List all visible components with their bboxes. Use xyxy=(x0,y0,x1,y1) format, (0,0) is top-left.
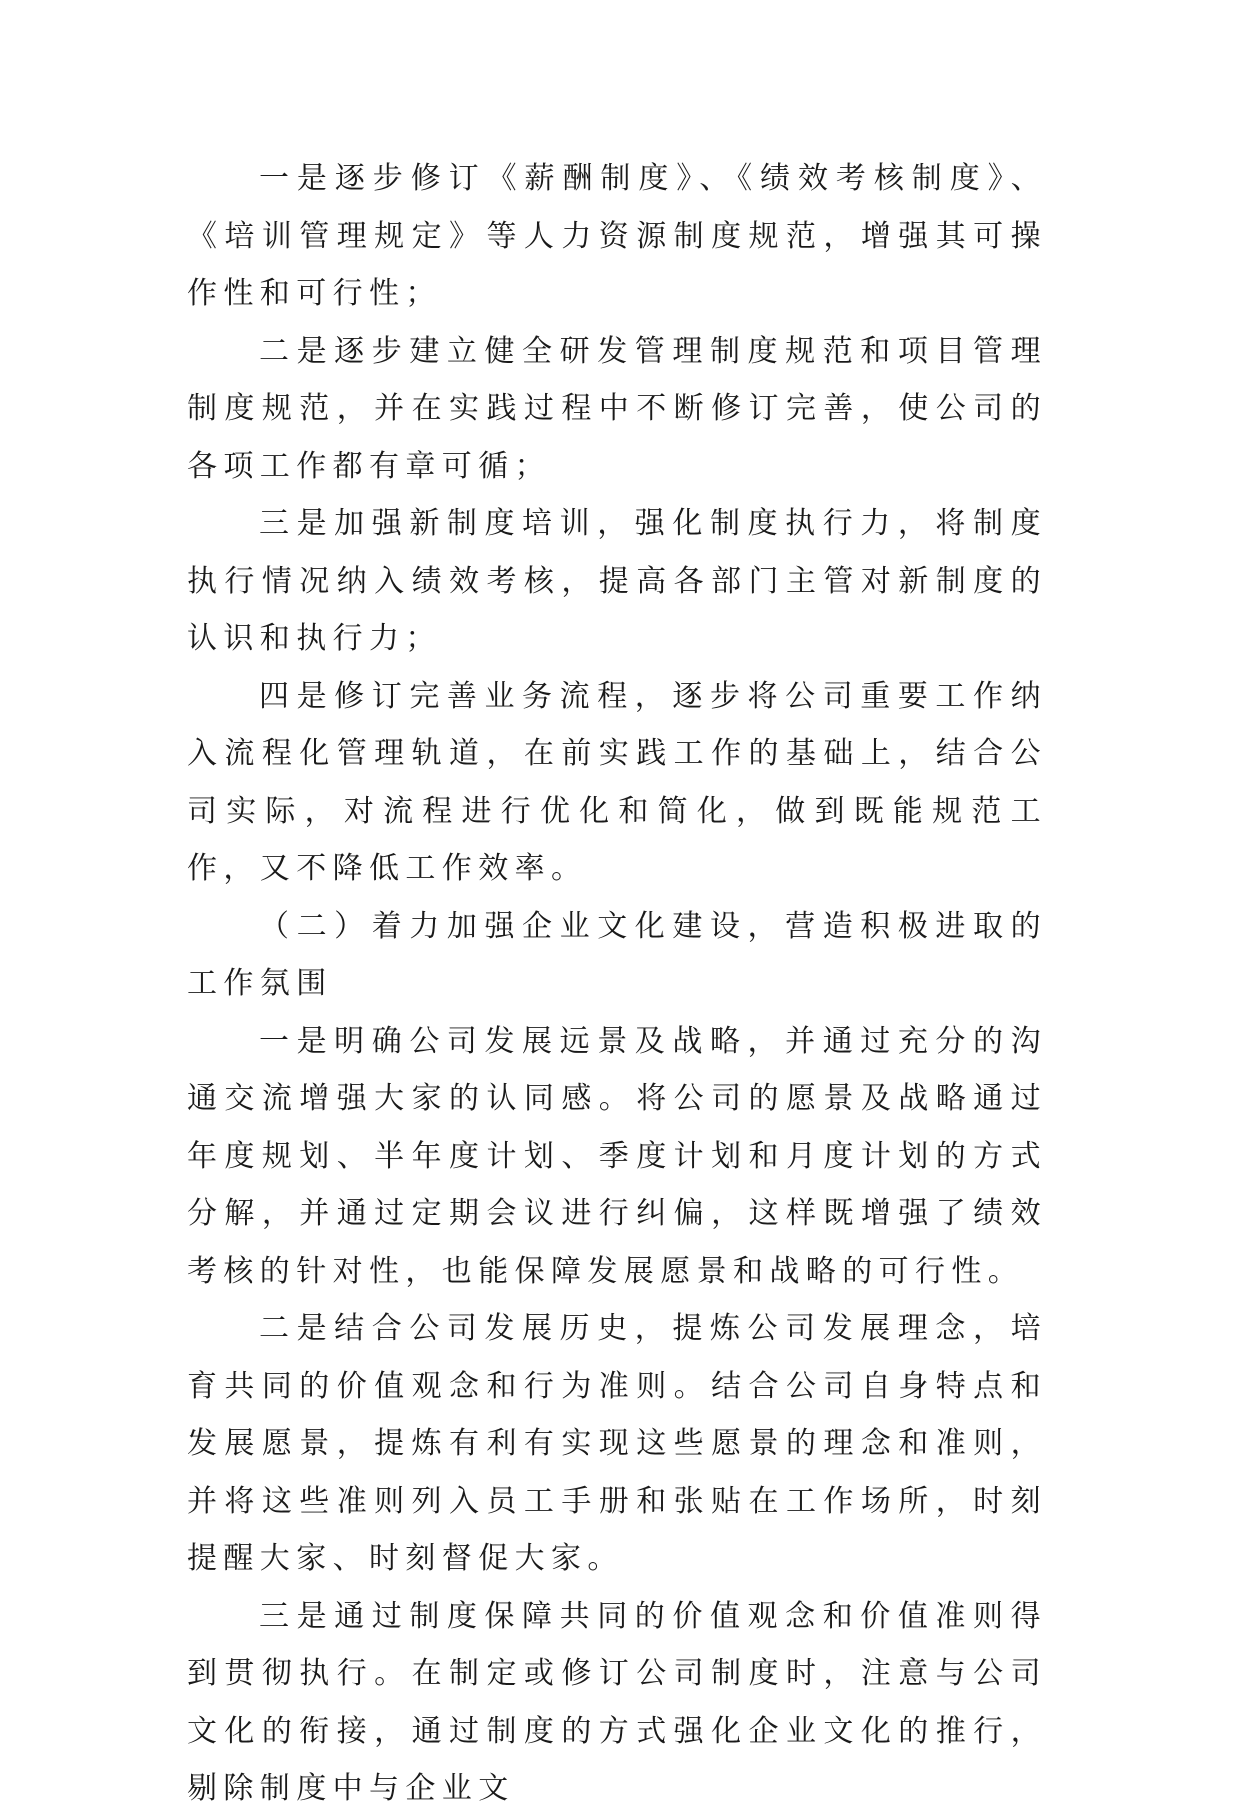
paragraph-item-2: 二是逐步建立健全研发管理制度规范和项目管理制度规范，并在实践过程中不断修订完善，使公司的各项工作都有章可循； xyxy=(187,333,1047,484)
paragraph-item-5: 一是明确公司发展远景及战略，并通过充分的沟通交流增强大家的认同感。将公司的愿景及战略通过年度规划、半年度计划、季度计划和月度计划的方式分解，并通过定期会议进行纠偏，这样既增强了绩效考核的针对性，也能保障发展愿景和战略的可行性。 xyxy=(187,1023,1047,1289)
paragraph-item-7: 三是通过制度保障共同的价值观念和价值准则得到贯彻执行。在制定或修订公司制度时，注意与公司文化的衔接，通过制度的方式强化企业文化的推行，剔除制度中与企业文 xyxy=(187,1598,1047,1806)
paragraph-item-4: 四是修订完善业务流程，逐步将公司重要工作纳入流程化管理轨道，在前实践工作的基础上，结合公司实际，对流程进行优化和简化，做到既能规范工作，又不降低工作效率。 xyxy=(187,678,1047,886)
paragraph-item-6: 二是结合公司发展历史，提炼公司发展理念，培育共同的价值观念和行为准则。结合公司自身特点和发展愿景，提炼有利有实现这些愿景的理念和准则，并将这些准则列入员工手册和张贴在工作场所，时刻提醒大家、时刻督促大家。 xyxy=(187,1311,1047,1576)
section-heading: （二）着力加强企业文化建设，营造积极进取的工作氛围 xyxy=(187,908,1047,1001)
paragraph-item-1: 一是逐步修订《薪酬制度》、《绩效考核制度》、《培训管理规定》等人力资源制度规范，增强其可操作性和可行性； xyxy=(187,161,1047,311)
paragraph-item-3: 三是加强新制度培训，强化制度执行力，将制度执行情况纳入绩效考核，提高各部门主管对新制度的认识和执行力； xyxy=(187,506,1047,656)
document-body xyxy=(187,150,1047,1818)
